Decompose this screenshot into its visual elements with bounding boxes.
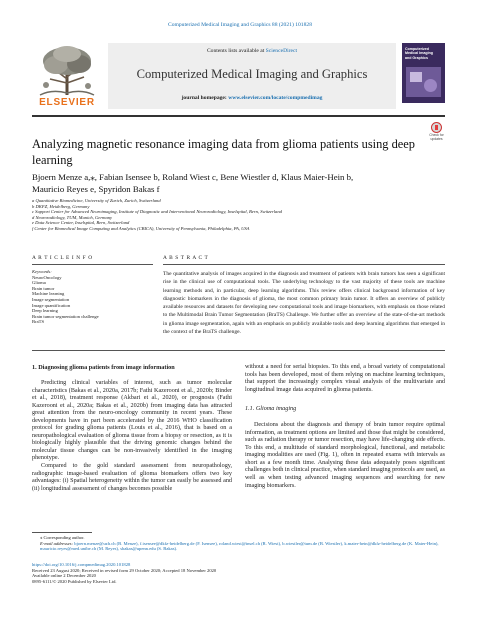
keywords-block bbox=[32, 269, 153, 325]
contents-prefix: Contents lists available at bbox=[206, 48, 266, 54]
authors-line1[interactable]: Bjoern Menze a,⁎, Fabian Isensee b, Roland Wiest c, Bene Wiestler d, Klaus Maier-Hein b, bbox=[32, 172, 354, 182]
affiliation-e: e Data Science Center, Inselspital, Bern, Switzerland bbox=[32, 220, 130, 226]
keyword-item: NeuroOncology bbox=[32, 274, 62, 280]
author-list bbox=[32, 171, 445, 195]
affiliations bbox=[32, 198, 445, 232]
keyword-item: Glioma bbox=[32, 280, 46, 286]
journal-cover-thumbnail[interactable] bbox=[402, 43, 445, 103]
homepage-line bbox=[108, 95, 396, 102]
keyword-item: Image quantification bbox=[32, 302, 71, 308]
left-body bbox=[32, 380, 232, 493]
affiliation-c: c Support Center for Advanced Neuroimaging, Institute of Diagnostic and Interventional Neuroradiology, Inselspital, Bern, Switzerland bbox=[32, 209, 282, 215]
cover-title-line3: and Graphics bbox=[405, 55, 428, 60]
available-online: Available online 2 December 2020 bbox=[32, 573, 96, 579]
received-dates: Received 23 August 2020; Received in revised form 29 October 2020; Accepted 18 November 2020 bbox=[32, 567, 217, 573]
corresponding-author-note: ⁎ Corresponding author. bbox=[40, 535, 85, 540]
contents-line bbox=[108, 48, 396, 55]
journal-band bbox=[108, 43, 396, 109]
email-links[interactable]: bjoern.menze@uzh.ch (B. Menze), f.isensee@dkfz-heidelberg.de (F. Isensee), roland.wiest@insel.ch (R. Wiest), b.wiestler@tum.de (B. Wiestler), k.maier-hein@dkfz-heidelberg.de (K. Maier-Hein), mauricio.reyes@med.unibe.ch (M. Reyes), sbakas@upenn.edu (S. Bakas). bbox=[40, 540, 439, 552]
right-body-bottom bbox=[245, 422, 445, 490]
article-title: Analyzing magnetic resonance imaging data from glioma patients using deep learning bbox=[32, 137, 415, 167]
header-rule bbox=[32, 115, 445, 117]
affiliation-b: b DKFZ, Heidelberg, Germany bbox=[32, 203, 90, 209]
keyword-item: Machine learning bbox=[32, 291, 65, 297]
right-body-top bbox=[245, 364, 445, 394]
cover-image bbox=[406, 67, 441, 97]
article-info-heading: A R T I C L E I N F O bbox=[32, 255, 93, 261]
journal-header bbox=[32, 43, 445, 109]
keyword-item: Deep learning bbox=[32, 308, 58, 314]
sciencedirect-link[interactable]: ScienceDirect bbox=[265, 48, 298, 54]
paragraph: Compared to the gold standard assessment from neuropathology, radiographic image-based evaluation of glioma biomarkers offers two key advantages: (i) Spatial heterogeneity within the tumor can easily be assessed and (ii) longitudinal assessment of changes becomes possible bbox=[32, 463, 232, 492]
copyright-line: 0895-6111/© 2020 Published by Elsevier Ltd. bbox=[32, 578, 117, 584]
keyword-item: Image segmentation bbox=[32, 296, 70, 302]
check-for-updates-badge[interactable] bbox=[428, 122, 445, 144]
publication-meta bbox=[32, 562, 445, 584]
update-icon bbox=[431, 122, 442, 133]
elsevier-tree-icon bbox=[32, 43, 102, 99]
right-column bbox=[245, 364, 445, 490]
keyword-item: Brain tumor bbox=[32, 285, 55, 291]
abstract-rule bbox=[163, 264, 445, 265]
paragraph: without a need for serial biopsies. To this end, a broad variety of computational tools has been developed, most of them relying on machine learning techniques, that support the increasingly complex visual analysis of the multivariate and longitudinal image data acquired in glioma patients. bbox=[245, 364, 445, 393]
footnote-rule bbox=[32, 532, 92, 533]
cover-title-line1: Computerized bbox=[405, 47, 429, 51]
abstract-text: The quantitative analysis of images acquired in the diagnosis and treatment of patients with brain tumors has seen a significant rise in the clinical use of computational tools. The underlying technology to the vast majority of these tools are machine learning methods and, in particular, deep learning algorithms. This review offers clinical background information of key diagnostic biomarkers in the diagnosis of glioma, the most common primary brain tumor. It offers an overview of publicly available resources and datasets for developing new computational tools and image biomarkers, with emphasis on those related to the Multimodal Brain Tumor Segmentation (BraTS) Challenge. We further offer an overview of the state-of-the-art methods in glioma image segmentation, again with an emphasis on publicly available tools and deep learning algorithms that emerged in the context of the BraTS challenge. bbox=[163, 271, 445, 336]
footnotes bbox=[32, 535, 445, 552]
paragraph: Predicting clinical variables of interest, such as tumor molecular characteristics (Bakas et al., 2020a, 2017b; Fathi Kazerooni et al., 2020b; Binder et al., 2018), treatment response (Akbari et al., 2020), or prognosis (Fathi Kazerooni et al., 2020a; Bakas et al., 2020b) from imaging data has attracted great attention from the neuro-oncology community in recent years. These developments have in part been accelerated by the 2016 WHO classification protocol for grading glioma patients (Louis et al., 2016), that is based on a neuropathological evaluation of glioma tissue from a biopsy or resection, as it is biologically highly plausible that the driving genomic changes behind the molecular tissue changes can be non-invasively identified in the imaging phenotype. bbox=[32, 380, 232, 462]
article-info-rule bbox=[32, 264, 153, 265]
homepage-link[interactable]: www.elsevier.com/locate/compmedimag bbox=[228, 95, 323, 101]
doi-link[interactable]: https://doi.org/10.1016/j.compmedimag.2020.101828 bbox=[32, 562, 131, 567]
badge-text bbox=[424, 134, 449, 142]
keyword-item: BraTS bbox=[32, 319, 44, 325]
cover-title bbox=[405, 47, 442, 60]
affiliation-a: a Quantitative Biomedicine, University of Zurich, Zurich, Switzerland bbox=[32, 198, 161, 203]
section-1-heading: 1. Diagnosing glioma patients from image information bbox=[32, 364, 175, 371]
keyword-item: Brain tumor segmentation challenge bbox=[32, 313, 99, 319]
affiliation-f: f Center for Biomedical Image Computing and Analytics (CBICA), University of Pennsylvania, Philadelphia, PA, USA bbox=[32, 225, 250, 231]
abstract-heading: A B S T R A C T bbox=[163, 255, 209, 261]
authors-line2[interactable]: Mauricio Reyes e, Spyridon Bakas f bbox=[32, 184, 160, 194]
badge-line2: updates bbox=[430, 136, 443, 141]
email-addresses bbox=[32, 541, 445, 552]
subsection-1-1-heading: 1.1. Glioma imaging bbox=[245, 405, 297, 413]
elsevier-wordmark: ELSEVIER bbox=[39, 97, 95, 108]
email-label: E-mail addresses: bbox=[40, 540, 75, 546]
elsevier-logo bbox=[32, 43, 102, 109]
homepage-prefix: journal homepage: bbox=[181, 95, 229, 101]
cover-title-line2: Medical Imaging bbox=[405, 51, 433, 56]
journal-title: Computerized Medical Imaging and Graphics bbox=[136, 67, 368, 81]
left-column bbox=[32, 364, 232, 493]
badge-line1: Check for bbox=[429, 133, 444, 137]
keywords-label: Keywords: bbox=[32, 269, 52, 274]
affiliation-d: d Neuroradiology, TUM, Munich, Germany bbox=[32, 214, 113, 220]
paragraph: Decisions about the diagnosis and therapy of brain tumor require optimal information, as treatment options are limited and those that might be considered, such as radiation therapy or tumor resection, may have life-changing side effects. To this end, a multitude of standard morphological, functional, and metabolic imaging modalities are used (Fig. 1), often in repeated exams with intervals as short as a few month time. Analysing these data adequately poses significant challenges both in clinical practice, when standard imaging protocols are used, as well as when testing advanced imaging sequences and searching for new imaging biomarkers. bbox=[245, 422, 446, 489]
journal-reference[interactable]: Computerized Medical Imaging and Graphics 88 (2021) 101828 bbox=[167, 22, 312, 28]
abstract-bottom-rule bbox=[32, 350, 445, 351]
